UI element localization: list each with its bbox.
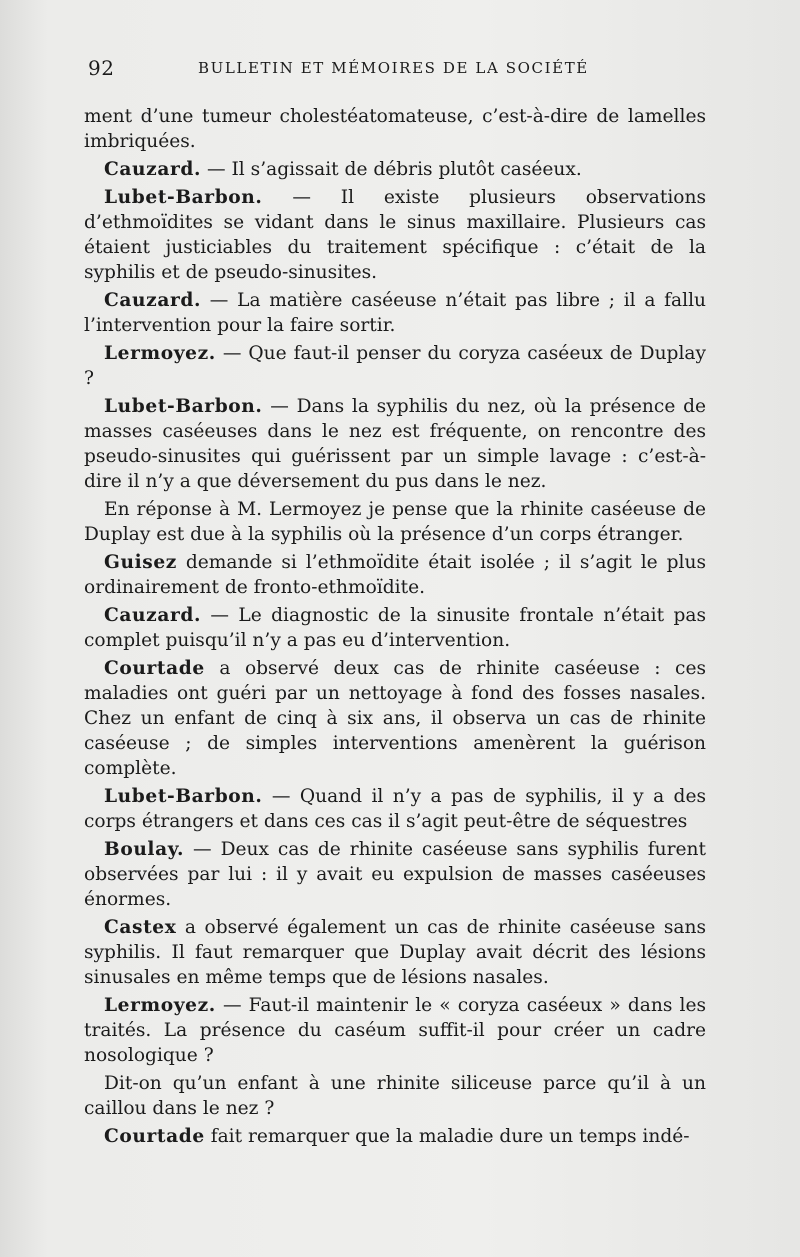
speaker-name: Castex	[104, 917, 177, 938]
paragraph-text: En réponse à M. Lermoyez je pense que la rhinite caséeuse de Duplay est due à la syphilis où la présence d’un corps étranger.	[84, 499, 706, 545]
paragraph-text: — Il s’agissait de débris plutôt caséeux.	[201, 159, 582, 180]
page-header	[88, 56, 706, 80]
paragraph-text: ment d’une tumeur cholestéatomateuse, c’est-à-dire de lamelles imbriquées.	[84, 106, 706, 152]
paragraph-text: demande si l’ethmoïdite était isolée ; il s’agit le plus ordinairement de fronto-ethmoïdite.	[84, 552, 706, 598]
paragraph-text: — Que faut-il penser du coryza caséeux de Duplay ?	[84, 343, 706, 389]
paragraph	[84, 603, 706, 653]
paragraph	[84, 915, 706, 990]
speaker-name: Cauzard.	[104, 159, 202, 180]
paragraph	[84, 837, 706, 912]
speaker-name: Lermoyez.	[104, 995, 216, 1016]
speaker-name: Boulay.	[104, 839, 185, 860]
paragraph	[84, 550, 706, 600]
paragraph-text: — Quand il n’y a pas de syphilis, il y a des corps étrangers et dans ces cas il s’agit peut-être de séquestres	[84, 786, 706, 832]
paragraph	[84, 157, 706, 182]
paragraph	[84, 656, 706, 781]
paragraph	[84, 288, 706, 338]
speaker-name: Lubet-Barbon.	[104, 187, 263, 208]
paragraph	[84, 341, 706, 391]
paragraph-text: — Le diagnostic de la sinusite frontale n’était pas complet puisqu’il n’y a pas eu d’intervention.	[84, 605, 706, 651]
speaker-name: Courtade	[104, 658, 205, 679]
paragraph	[84, 497, 706, 547]
speaker-name: Lubet-Barbon.	[104, 396, 263, 417]
paragraph	[84, 394, 706, 494]
speaker-name: Courtade	[104, 1126, 205, 1147]
paragraph	[84, 1124, 706, 1149]
paragraph-text: fait remarquer que la maladie dure un temps indé-	[204, 1126, 690, 1147]
paragraph-text: a observé deux cas de rhinite caséeuse : ces maladies ont guéri par un nettoyage à fond des fosses nasales. Chez un enfant de cinq à six ans, il observa un cas de rhinite caséeuse ; de simples interventions amenèrent la guérison complète.	[84, 658, 706, 779]
speaker-name: Lermoyez.	[104, 343, 216, 364]
paragraph	[84, 185, 706, 285]
page-number: 92	[88, 56, 115, 80]
speaker-name: Cauzard.	[104, 290, 202, 311]
paragraph-text: — La matière caséeuse n’était pas libre ; il a fallu l’intervention pour la faire sortir.	[84, 290, 706, 336]
paragraph	[84, 104, 706, 154]
paragraph-text: — Dans la syphilis du nez, où la présence de masses caséeuses dans le nez est fréquente, on rencontre des pseudo-sinusites qui guérissent par un simple lavage : c’est-à-dire il n’y a que déversement du pus dans le nez.	[84, 396, 706, 492]
speaker-name: Lubet-Barbon.	[104, 786, 263, 807]
paragraph-text: Dit-on qu’un enfant à une rhinite siliceuse parce qu’il à un caillou dans le nez ?	[84, 1073, 706, 1119]
paragraph	[84, 784, 706, 834]
paragraph	[84, 993, 706, 1068]
paragraph-text: a observé également un cas de rhinite caséeuse sans syphilis. Il faut remarquer que Duplay avait décrit des lésions sinusales en même temps que de lésions nasales.	[84, 917, 706, 988]
running-title: BULLETIN ET MÉMOIRES DE LA SOCIÉTÉ	[198, 59, 589, 77]
speaker-name: Guisez	[104, 552, 177, 573]
speaker-name: Cauzard.	[104, 605, 202, 626]
paragraph-text: — Il existe plusieurs observations d’ethmoïdites se vidant dans le sinus maxillaire. Plusieurs cas étaient justiciables du traitement spécifique : c’était de la syphilis et de pseudo-sinusites.	[84, 187, 706, 283]
paragraph-text: — Faut-il maintenir le « coryza caséeux » dans les traités. La présence du caséum suffit-il pour créer un cadre nosologique ?	[84, 995, 706, 1066]
paragraph-text: — Deux cas de rhinite caséeuse sans syphilis furent observées par lui : il y avait eu expulsion de masses caséeuses énormes.	[84, 839, 706, 910]
paragraph	[84, 1071, 706, 1121]
body-text	[84, 104, 706, 1152]
